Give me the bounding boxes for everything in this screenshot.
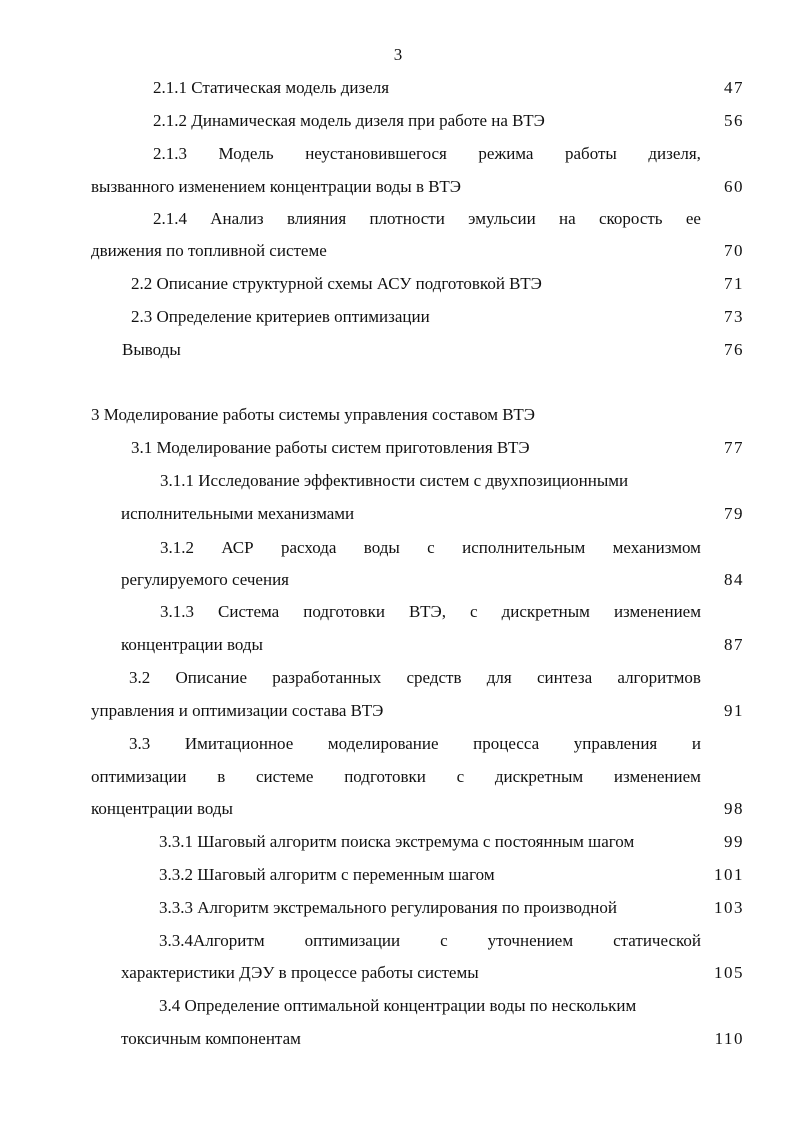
toc-word: Модель xyxy=(218,144,274,163)
toc-word: ВТЭ, xyxy=(408,602,446,621)
toc-word: средств xyxy=(406,668,462,687)
toc-word: алгоритмов xyxy=(617,668,701,687)
toc-entry-title: 3.3.2 Шаговый алгоритм с переменным шагом xyxy=(159,865,495,884)
toc-word: расхода xyxy=(280,538,337,557)
toc-word: дискретным xyxy=(501,602,590,621)
toc-word: с xyxy=(456,767,465,786)
toc-word: плотности xyxy=(369,209,445,228)
toc-word: 3.1.2 xyxy=(160,538,194,557)
toc-word: системе xyxy=(256,767,314,786)
toc-entry-page: 110 xyxy=(714,1029,744,1048)
toc-word: воды xyxy=(363,538,400,557)
toc-entry-page: 47 xyxy=(724,78,744,97)
toc-word: скорость xyxy=(598,209,663,228)
toc-word: эмульсии xyxy=(468,209,536,228)
toc-word: подготовки xyxy=(344,767,426,786)
toc-word: оптимизации xyxy=(91,767,187,786)
toc-word: для xyxy=(486,668,512,687)
toc-entry-title: 3.3.1 Шаговый алгоритм поиска экстремума с постоянным шагом xyxy=(159,832,635,851)
toc-word: механизмом xyxy=(612,538,701,557)
toc-word: работы xyxy=(565,144,617,163)
toc-entry-title-cont: концентрации воды xyxy=(91,799,233,818)
toc-entry-title-cont: концентрации воды xyxy=(121,635,263,654)
toc-entry-title: 3.1.1 Исследование эффективности систем с двухпозиционными xyxy=(160,471,629,490)
toc-word: с xyxy=(440,931,448,950)
page-number: 3 xyxy=(393,45,403,64)
toc-word: Система xyxy=(218,602,280,621)
toc-word: 2.1.3 xyxy=(153,144,187,163)
toc-word: оптимизации xyxy=(304,931,401,950)
toc-entry-page: 99 xyxy=(724,832,744,851)
toc-entry-page: 103 xyxy=(714,898,744,917)
toc-chapter-title: 3 Моделирование работы системы управления составом ВТЭ xyxy=(91,405,535,424)
toc-word: 2.1.4 xyxy=(153,209,187,228)
toc-entry-title-cont: вызванного изменением концентрации воды в ВТЭ xyxy=(91,177,461,196)
toc-entry-page: 105 xyxy=(714,963,744,982)
toc-word: разработанных xyxy=(272,668,382,687)
toc-word: и xyxy=(691,734,701,753)
toc-entry-page: 79 xyxy=(724,504,744,523)
toc-word: 3.3 xyxy=(129,734,151,753)
toc-word: процесса xyxy=(473,734,540,753)
toc-word: управления xyxy=(573,734,658,753)
toc-word: с xyxy=(470,602,478,621)
toc-entry-page: 56 xyxy=(724,111,744,130)
toc-entry-title xyxy=(153,144,701,164)
toc-entry-title xyxy=(129,668,701,688)
toc-word: режима xyxy=(478,144,534,163)
toc-word: подготовки xyxy=(303,602,385,621)
toc-entry-title xyxy=(160,602,701,622)
toc-entry-title xyxy=(153,209,701,229)
toc-word: неустановившегося xyxy=(305,144,447,163)
toc-entry-title xyxy=(159,931,701,951)
toc-word: АСР xyxy=(221,538,254,557)
toc-entry-page: 98 xyxy=(724,799,744,818)
toc-entry-title xyxy=(129,734,701,754)
toc-entry-title-cont: регулируемого сечения xyxy=(121,570,289,589)
toc-entry-page: 70 xyxy=(724,241,744,260)
toc-word: Описание xyxy=(175,668,247,687)
toc-word: дизеля, xyxy=(648,144,701,163)
toc-entry-page: 71 xyxy=(724,274,744,293)
toc-word: на xyxy=(559,209,576,228)
toc-entry-title: 3.1 Моделирование работы систем приготовления ВТЭ xyxy=(131,438,530,457)
toc-entry-page: 91 xyxy=(724,701,744,720)
toc-entry-title xyxy=(160,538,701,558)
toc-entry-page: 77 xyxy=(724,438,744,457)
toc-word: синтеза xyxy=(536,668,593,687)
toc-entry-title: Выводы xyxy=(122,340,181,359)
toc-word: уточнением xyxy=(487,931,574,950)
toc-entry-title: 2.2 Описание структурной схемы АСУ подготовкой ВТЭ xyxy=(131,274,542,293)
toc-word: исполнительным xyxy=(462,538,586,557)
toc-word: изменением xyxy=(613,767,701,786)
toc-entry-title-cont: движения по топливной системе xyxy=(91,241,327,260)
toc-word: влияния xyxy=(286,209,347,228)
toc-entry-title: 2.1.1 Статическая модель дизеля xyxy=(153,78,390,97)
toc-word: Имитационное xyxy=(184,734,294,753)
toc-entry-title: 2.3 Определение критериев оптимизации xyxy=(131,307,430,326)
toc-word: в xyxy=(217,767,226,786)
toc-word: моделирование xyxy=(327,734,439,753)
toc-entry-title: 2.1.2 Динамическая модель дизеля при работе на ВТЭ xyxy=(153,111,545,130)
toc-entry-title: 3.3.3 Алгоритм экстремального регулирования по производной xyxy=(159,898,617,917)
toc-word: с xyxy=(427,538,435,557)
toc-entry-page: 60 xyxy=(724,177,744,196)
toc-entry-page: 101 xyxy=(714,865,744,884)
toc-entry-title: 3.4 Определение оптимальной концентрации воды по нескольким xyxy=(159,996,637,1015)
toc-entry-page: 84 xyxy=(724,570,744,589)
toc-entry-title-cont xyxy=(91,767,701,787)
toc-entry-title-cont: управления и оптимизации состава ВТЭ xyxy=(91,701,384,720)
toc-word: Анализ xyxy=(210,209,264,228)
toc-word: ее xyxy=(685,209,701,228)
toc-word: 3.2 xyxy=(129,668,151,687)
toc-word: изменением xyxy=(613,602,701,621)
toc-word: 3.3.4Алгоритм xyxy=(159,931,265,950)
toc-word: дискретным xyxy=(494,767,584,786)
toc-entry-page: 87 xyxy=(724,635,744,654)
toc-entry-page: 76 xyxy=(724,340,744,359)
toc-entry-page: 73 xyxy=(724,307,744,326)
toc-word: 3.1.3 xyxy=(160,602,194,621)
toc-entry-title-cont: характеристики ДЭУ в процессе работы системы xyxy=(121,963,479,982)
toc-entry-title-cont: исполнительными механизмами xyxy=(121,504,355,523)
toc-entry-title-cont: токсичным компонентам xyxy=(121,1029,301,1048)
toc-word: статической xyxy=(613,931,701,950)
